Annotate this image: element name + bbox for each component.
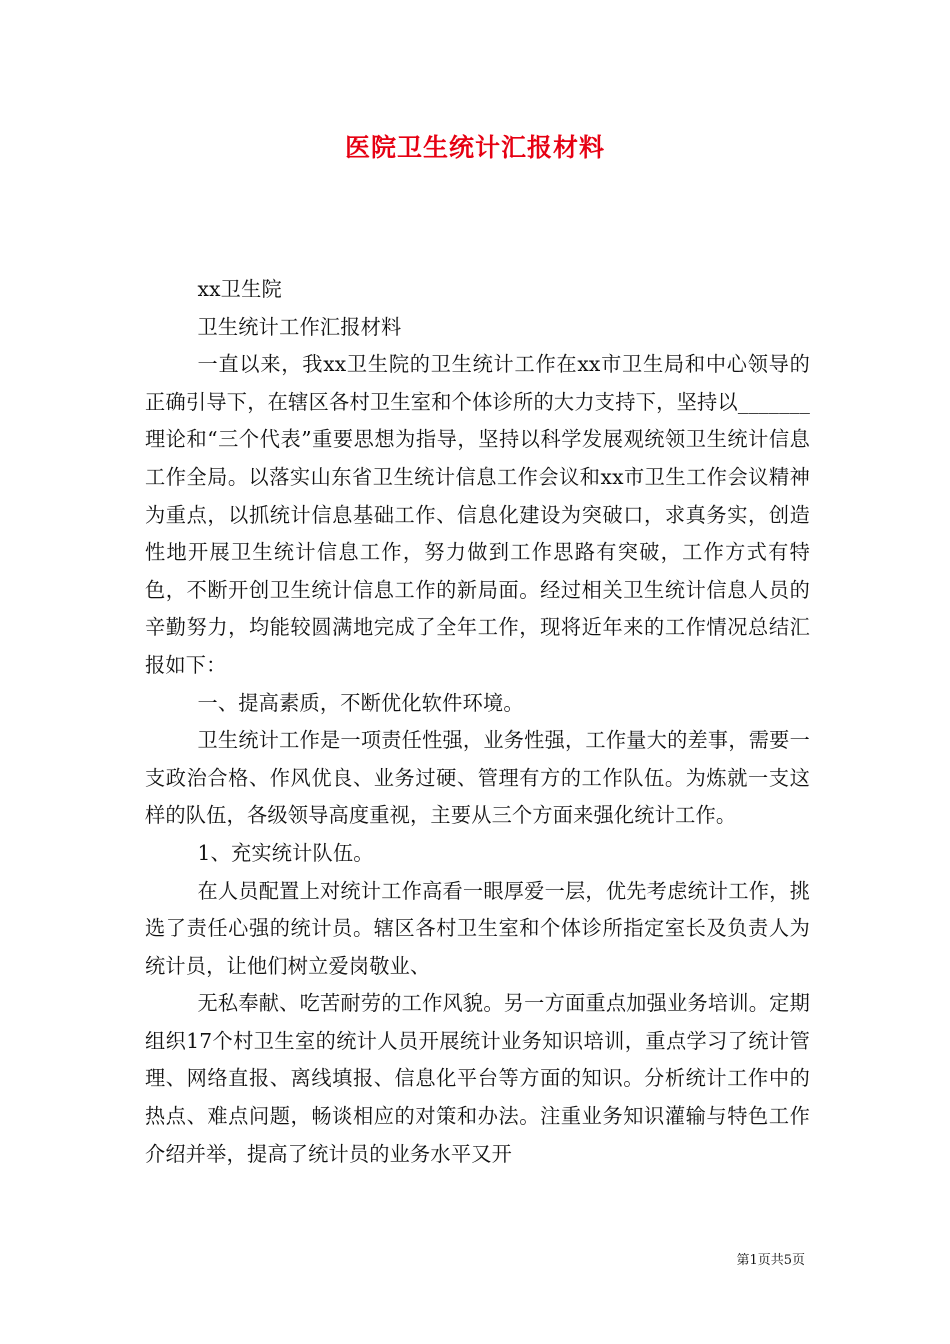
- subsection-heading-1: 1、充实统计队伍。: [197, 840, 374, 865]
- paragraph-staffing: 在人员配置上对统计工作高看一眼厚爱一层，优先考虑统计工作，挑选了责任心强的统计员。辖区各村卫生室和个体诊所指定室长及负责人为统计员，让他们树立爱岗敬业、: [145, 878, 810, 978]
- paragraph-report-title: 卫生统计工作汇报材料: [197, 314, 402, 339]
- section-heading-1: 一、提高素质，不断优化软件环境。: [197, 690, 524, 715]
- paragraph-intro: 一直以来，我xx卫生院的卫生统计工作在xx市卫生局和中心领导的正确引导下，在辖区各村卫生室和个体诊所的大力支持下，坚持以_______理论和“三个代表”重要思想为指导，坚持以科学发展观统领卫生统计信息工作全局。以落实山东省卫生统计信息工作会议和xx市卫生工作会议精神为重点，以抓统计信息基础工作、信息化建设为突破口，求真务实，创造性地开展卫生统计信息工作，努力做到工作思路有突破，工作方式有特色，不断开创卫生统计信息工作的新局面。经过相关卫生统计信息人员的辛勤努力，均能较圆满地完成了全年工作，现将近年来的工作情况总结汇报如下：: [145, 352, 810, 677]
- paragraph-training: 无私奉献、吃苦耐劳的工作风貌。另一方面重点加强业务培训。定期组织17个村卫生室的统计人员开展统计业务知识培训，重点学习了统计管理、网络直报、离线填报、信息化平台等方面的知识。分析统计工作中的热点、难点问题，畅谈相应的对策和办法。注重业务知识灌输与特色工作介绍并举，提高了统计员的业务水平又开: [145, 991, 810, 1166]
- page-number: 第1页共5页: [736, 1253, 805, 1268]
- document-body: [145, 271, 810, 1173]
- document-title: 医院卫生统计汇报材料: [344, 133, 605, 162]
- paragraph-section-1: 卫生统计工作是一项责任性强，业务性强，工作量大的差事，需要一支政治合格、作风优良、业务过硬、管理有方的工作队伍。为炼就一支这样的队伍，各级领导高度重视，主要从三个方面来强化统计工作。: [145, 728, 810, 828]
- paragraph-hospital-name: xx卫生院: [197, 277, 282, 301]
